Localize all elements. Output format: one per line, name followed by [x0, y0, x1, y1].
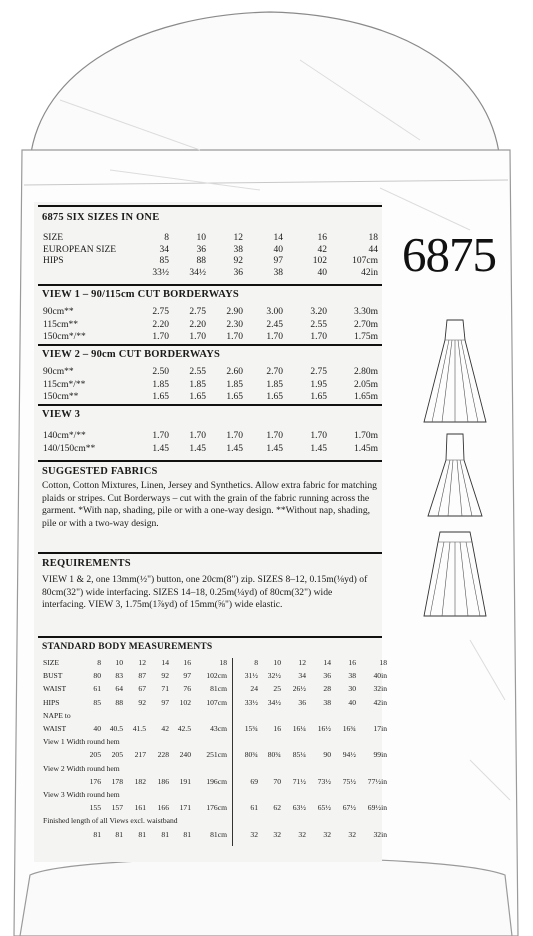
table-cell: 42in [361, 267, 378, 278]
table-cell: 10 [115, 658, 123, 667]
table-cell: 155 [89, 803, 101, 813]
table-cell: 1.85 [189, 379, 206, 390]
table-cell: 1.65 [310, 392, 327, 402]
table-cell: 42in [373, 697, 387, 707]
table-cell: 40 [317, 267, 327, 278]
table-cell: 42 [161, 724, 169, 733]
table-cell: 16½ [317, 724, 331, 733]
section-rule [38, 205, 382, 207]
table-cell: 18 [368, 233, 378, 243]
table-cell: 17in [373, 724, 387, 733]
table-cell: 10 [273, 658, 281, 667]
table-cell: 1.45 [310, 443, 327, 454]
table-cell: 36 [233, 267, 243, 278]
row-label: 90cm** [43, 367, 74, 377]
table-cell: 24 [250, 684, 258, 694]
table-cell: 3.00 [266, 307, 283, 317]
table-cell: 63½ [292, 803, 306, 813]
row-label: View 2 Width round hem [43, 763, 120, 773]
table-cell: 67 [138, 684, 146, 694]
row-label: SIZE [43, 233, 64, 243]
table-cell: 33½ [152, 267, 169, 278]
table-cell: 240 [179, 750, 191, 760]
table-row [43, 443, 378, 455]
section-rule [38, 460, 382, 462]
table-cell: 166 [157, 803, 169, 813]
table-cell: 12 [233, 233, 243, 243]
table-cell: 161 [134, 803, 146, 813]
table-cell: 2.05m [353, 379, 378, 390]
table-cell: 3.20 [310, 307, 327, 317]
table-cell: 2.80m [353, 367, 378, 377]
table-row [43, 430, 378, 442]
table-cell: 85 [93, 697, 101, 707]
table-cell: 16 [273, 724, 281, 733]
table-row [43, 697, 387, 708]
table-cell: 1.45 [189, 443, 206, 454]
table-cell: 34 [159, 244, 169, 255]
table-cell: 107cm [206, 697, 227, 707]
table-cell: 1.95 [310, 379, 327, 390]
table-cell: 70 [273, 776, 281, 786]
row-label: WAIST [43, 684, 67, 694]
row-label: 90cm** [43, 307, 74, 317]
table-cell: 2.60 [226, 367, 243, 377]
table-cell: 62 [273, 803, 281, 813]
table-cell: 1.85 [266, 379, 283, 390]
table-cell: 171 [179, 803, 191, 813]
table-cell: 2.70 [266, 367, 283, 377]
table-cell: 81 [115, 829, 123, 839]
table-cell: 83 [115, 671, 123, 681]
table-cell: 14 [161, 658, 169, 667]
table-cell: 1.70 [189, 431, 206, 441]
pattern-chart [34, 202, 387, 862]
table-cell: 80¾ [267, 750, 281, 760]
table-cell: 1.85 [152, 379, 169, 390]
table-cell: 32 [273, 829, 281, 839]
table-cell: 80 [93, 671, 101, 681]
table-cell: 69 [250, 776, 258, 786]
table-cell: 99in [373, 750, 387, 760]
section-rule [38, 552, 382, 554]
table-cell: 42 [317, 244, 327, 255]
table-cell: 176cm [206, 803, 227, 813]
table-cell: 81cm [210, 684, 227, 694]
table-cell: 205 [111, 750, 123, 760]
view2-skirt-sketch [420, 432, 490, 522]
table-cell: 2.55 [310, 319, 327, 330]
table-cell: 32½ [267, 671, 281, 681]
row-label: View 1 Width round hem [43, 737, 120, 747]
sizes-heading: 6875 SIX SIZES IN ONE [42, 212, 160, 223]
table-cell: 2.90 [226, 307, 243, 317]
table-cell: 205 [89, 750, 101, 760]
table-cell: 182 [134, 776, 146, 786]
table-cell: 2.20 [152, 319, 169, 330]
table-cell: 75½ [342, 776, 356, 786]
table-cell: 32 [323, 829, 331, 839]
table-cell: 81 [138, 829, 146, 839]
row-label: 140/150cm** [43, 443, 96, 454]
table-cell: 102 [179, 697, 191, 707]
row-label: HIPS [43, 697, 60, 707]
table-cell: 196cm [206, 776, 227, 786]
table-row [43, 658, 387, 668]
table-cell: 16 [348, 658, 356, 667]
table-cell: 1.65 [152, 392, 169, 402]
table-cell: 8 [164, 233, 169, 243]
table-cell: 64 [115, 684, 123, 694]
table-cell: 1.70m [353, 431, 378, 441]
table-cell: 61 [250, 803, 258, 813]
table-cell: 34 [298, 671, 306, 681]
table-cell: 1.85 [226, 379, 243, 390]
table-cell: 107cm [352, 256, 378, 266]
table-cell: 217 [134, 750, 146, 760]
table-cell: 1.75m [353, 332, 378, 342]
table-cell: 38 [323, 697, 331, 707]
table-row [43, 764, 379, 774]
table-cell: 12 [138, 658, 146, 667]
table-cell: 18 [379, 658, 387, 667]
table-cell: 15¾ [244, 724, 258, 733]
table-cell: 92 [138, 697, 146, 707]
table-cell: 32 [348, 829, 356, 839]
table-cell: 43cm [210, 724, 227, 733]
table-row [43, 684, 387, 694]
table-cell: 33½ [244, 697, 258, 707]
table-cell: 85¼ [292, 750, 306, 760]
pattern-number: 6875 [402, 227, 496, 282]
table-cell: 191 [179, 776, 191, 786]
table-cell: 41.5 [132, 724, 146, 733]
table-cell: 1.65 [189, 392, 206, 402]
table-cell: 2.45 [266, 319, 283, 330]
table-cell: 186 [157, 776, 169, 786]
fabrics-heading: SUGGESTED FABRICS [42, 466, 158, 477]
table-cell: 76 [183, 684, 191, 694]
table-cell: 178 [111, 776, 123, 786]
table-cell: 157 [111, 803, 123, 813]
row-label: 115cm*/** [43, 379, 86, 390]
table-cell: 12 [298, 658, 306, 667]
table-cell: 1.65 [266, 392, 283, 402]
table-cell: 2.75 [189, 307, 206, 317]
table-cell: 97 [273, 256, 283, 266]
table-cell: 1.65 [226, 392, 243, 402]
table-cell: 67½ [342, 803, 356, 813]
table-cell: 71½ [292, 776, 306, 786]
table-cell: 90 [323, 750, 331, 760]
table-row [43, 711, 379, 721]
table-cell: 10 [196, 233, 206, 243]
table-cell: 40 [273, 244, 283, 255]
table-cell: 38 [273, 267, 283, 278]
table-cell: 97 [161, 697, 169, 707]
table-cell: 1.70 [226, 431, 243, 441]
table-cell: 14 [273, 233, 283, 243]
requirements-heading: REQUIREMENTS [42, 558, 131, 569]
body-table-divider [232, 658, 233, 846]
table-cell: 2.20 [189, 319, 206, 330]
table-row [43, 366, 378, 378]
fabrics-text: Cotton, Cotton Mixtures, Linen, Jersey and Synthetics. Allow extra fabric for matching plaids or stripes. Cut Borderways – cut with the grain of the fabric running across the garment. *With nap, shading, pile or with a one-way design. **Without nap, shading, pile or with a two-way design. [42, 480, 377, 529]
table-row [43, 331, 378, 343]
table-cell: 102cm [206, 671, 227, 681]
table-cell: 94½ [342, 750, 356, 760]
table-cell: 40in [373, 671, 387, 681]
view1-skirt-sketch [420, 318, 490, 428]
section-rule [38, 284, 382, 286]
table-cell: 3.30m [353, 307, 378, 317]
table-cell: 34½ [267, 697, 281, 707]
table-cell: 88 [115, 697, 123, 707]
table-cell: 36 [196, 244, 206, 255]
table-row [43, 790, 379, 800]
row-label: BUST [43, 671, 63, 681]
table-cell: 1.45 [152, 443, 169, 454]
table-cell: 16¾ [342, 724, 356, 733]
table-cell: 42.5 [177, 724, 191, 733]
table-cell: 1.70 [310, 431, 327, 441]
row-label: 150cm** [43, 392, 79, 402]
table-cell: 1.70 [226, 332, 243, 342]
table-cell: 251cm [206, 750, 227, 760]
table-cell: 40 [348, 697, 356, 707]
row-label: Finished length of all Views excl. waistband [43, 816, 178, 826]
table-cell: 1.70 [189, 332, 206, 342]
table-cell: 81cm [210, 829, 227, 839]
table-row [43, 671, 387, 681]
table-cell: 77½in [367, 776, 387, 786]
table-cell: 40 [93, 724, 101, 733]
table-cell: 1.70 [266, 431, 283, 441]
table-row [43, 829, 387, 840]
table-cell: 1.70 [310, 332, 327, 342]
view3-heading: VIEW 3 [42, 409, 81, 420]
table-row [43, 776, 387, 787]
table-row [43, 724, 387, 734]
table-cell: 85 [159, 256, 169, 266]
row-label: HIPS [43, 256, 64, 266]
table-cell: 81 [183, 829, 191, 839]
table-cell: 1.45m [353, 443, 378, 454]
table-cell: 18 [219, 658, 227, 667]
row-label: View 3 Width round hem [43, 790, 120, 799]
section-rule [38, 636, 382, 638]
table-cell: 87 [138, 671, 146, 681]
table-row [43, 255, 378, 267]
table-row [43, 803, 387, 813]
table-cell: 44 [368, 244, 378, 255]
table-cell: 2.55 [189, 367, 206, 377]
table-cell: 36 [298, 697, 306, 707]
row-label: 140cm*/** [43, 431, 86, 441]
table-cell: 2.30 [226, 319, 243, 330]
row-label: NAPE to [43, 710, 71, 720]
row-label: WAIST [43, 724, 67, 733]
row-label: SIZE [43, 658, 60, 667]
table-row [43, 379, 378, 391]
table-cell: 32 [298, 829, 306, 839]
table-cell: 102 [312, 256, 327, 266]
table-cell: 25 [273, 684, 281, 694]
table-cell: 228 [157, 750, 169, 760]
table-cell: 32 [250, 829, 258, 839]
table-cell: 30 [348, 684, 356, 694]
table-cell: 1.70 [152, 431, 169, 441]
table-cell: 92 [161, 671, 169, 681]
requirements-text: VIEW 1 & 2, one 13mm(½") button, one 20cm(8") zip. SIZES 8–12, 0.15m(⅛yd) of 80cm(32") wide interfacing. SIZES 14–18, 0.25m(¼yd) of 80cm(32") wide interfacing. VIEW 3, 1.75m(1⅞yd) of 15mm(⅝") wide elastic. [42, 574, 368, 610]
row-label: 115cm** [43, 319, 79, 330]
table-row [43, 319, 378, 331]
table-cell: 34½ [189, 267, 206, 278]
table-cell: 8 [97, 658, 101, 667]
view1-heading: VIEW 1 – 90/115cm CUT BORDERWAYS [42, 289, 239, 300]
table-cell: 26½ [292, 684, 306, 694]
table-cell: 176 [89, 776, 101, 786]
table-cell: 81 [93, 829, 101, 839]
table-cell: 61 [93, 684, 101, 694]
table-cell: 1.70 [152, 332, 169, 342]
table-cell: 38 [233, 244, 243, 255]
table-cell: 69½in [367, 803, 387, 813]
table-cell: 92 [233, 256, 243, 266]
table-cell: 1.70 [266, 332, 283, 342]
row-label: EUROPEAN SIZE [43, 244, 117, 255]
section-rule [38, 344, 382, 346]
table-cell: 2.70m [353, 319, 378, 330]
table-cell: 32in [373, 829, 387, 839]
table-cell: 28 [323, 684, 331, 694]
table-cell: 40.5 [109, 724, 123, 733]
table-cell: 97 [183, 671, 191, 681]
table-row [43, 267, 378, 279]
table-cell: 8 [254, 658, 258, 667]
table-cell: 32in [373, 684, 387, 694]
table-cell: 1.45 [266, 443, 283, 454]
table-cell: 71 [161, 684, 169, 694]
body-measurements-heading: STANDARD BODY MEASUREMENTS [42, 642, 213, 652]
table-cell: 16¼ [292, 724, 306, 733]
table-cell: 36 [323, 671, 331, 681]
table-row [43, 232, 378, 244]
row-label: 150cm*/** [43, 332, 86, 342]
table-cell: 81 [161, 829, 169, 839]
table-cell: 1.45 [226, 443, 243, 454]
table-cell: 73½ [317, 776, 331, 786]
section-rule [38, 404, 382, 406]
table-cell: 2.75 [310, 367, 327, 377]
table-row [43, 244, 378, 256]
table-cell: 1.65m [353, 392, 378, 402]
table-row [43, 391, 378, 403]
table-cell: 88 [196, 256, 206, 266]
view3-skirt-sketch [420, 530, 490, 622]
table-cell: 14 [323, 658, 331, 667]
table-row [43, 816, 379, 826]
table-cell: 2.75 [152, 307, 169, 317]
view2-heading: VIEW 2 – 90cm CUT BORDERWAYS [42, 349, 221, 360]
table-cell: 16 [317, 233, 327, 243]
table-cell: 2.50 [152, 367, 169, 377]
table-cell: 31½ [244, 671, 258, 681]
table-row [43, 306, 378, 318]
table-cell: 38 [348, 671, 356, 681]
table-cell: 80¾ [244, 750, 258, 760]
table-cell: 16 [183, 658, 191, 667]
table-row [43, 737, 379, 747]
table-cell: 65½ [317, 803, 331, 813]
table-row [43, 750, 387, 760]
